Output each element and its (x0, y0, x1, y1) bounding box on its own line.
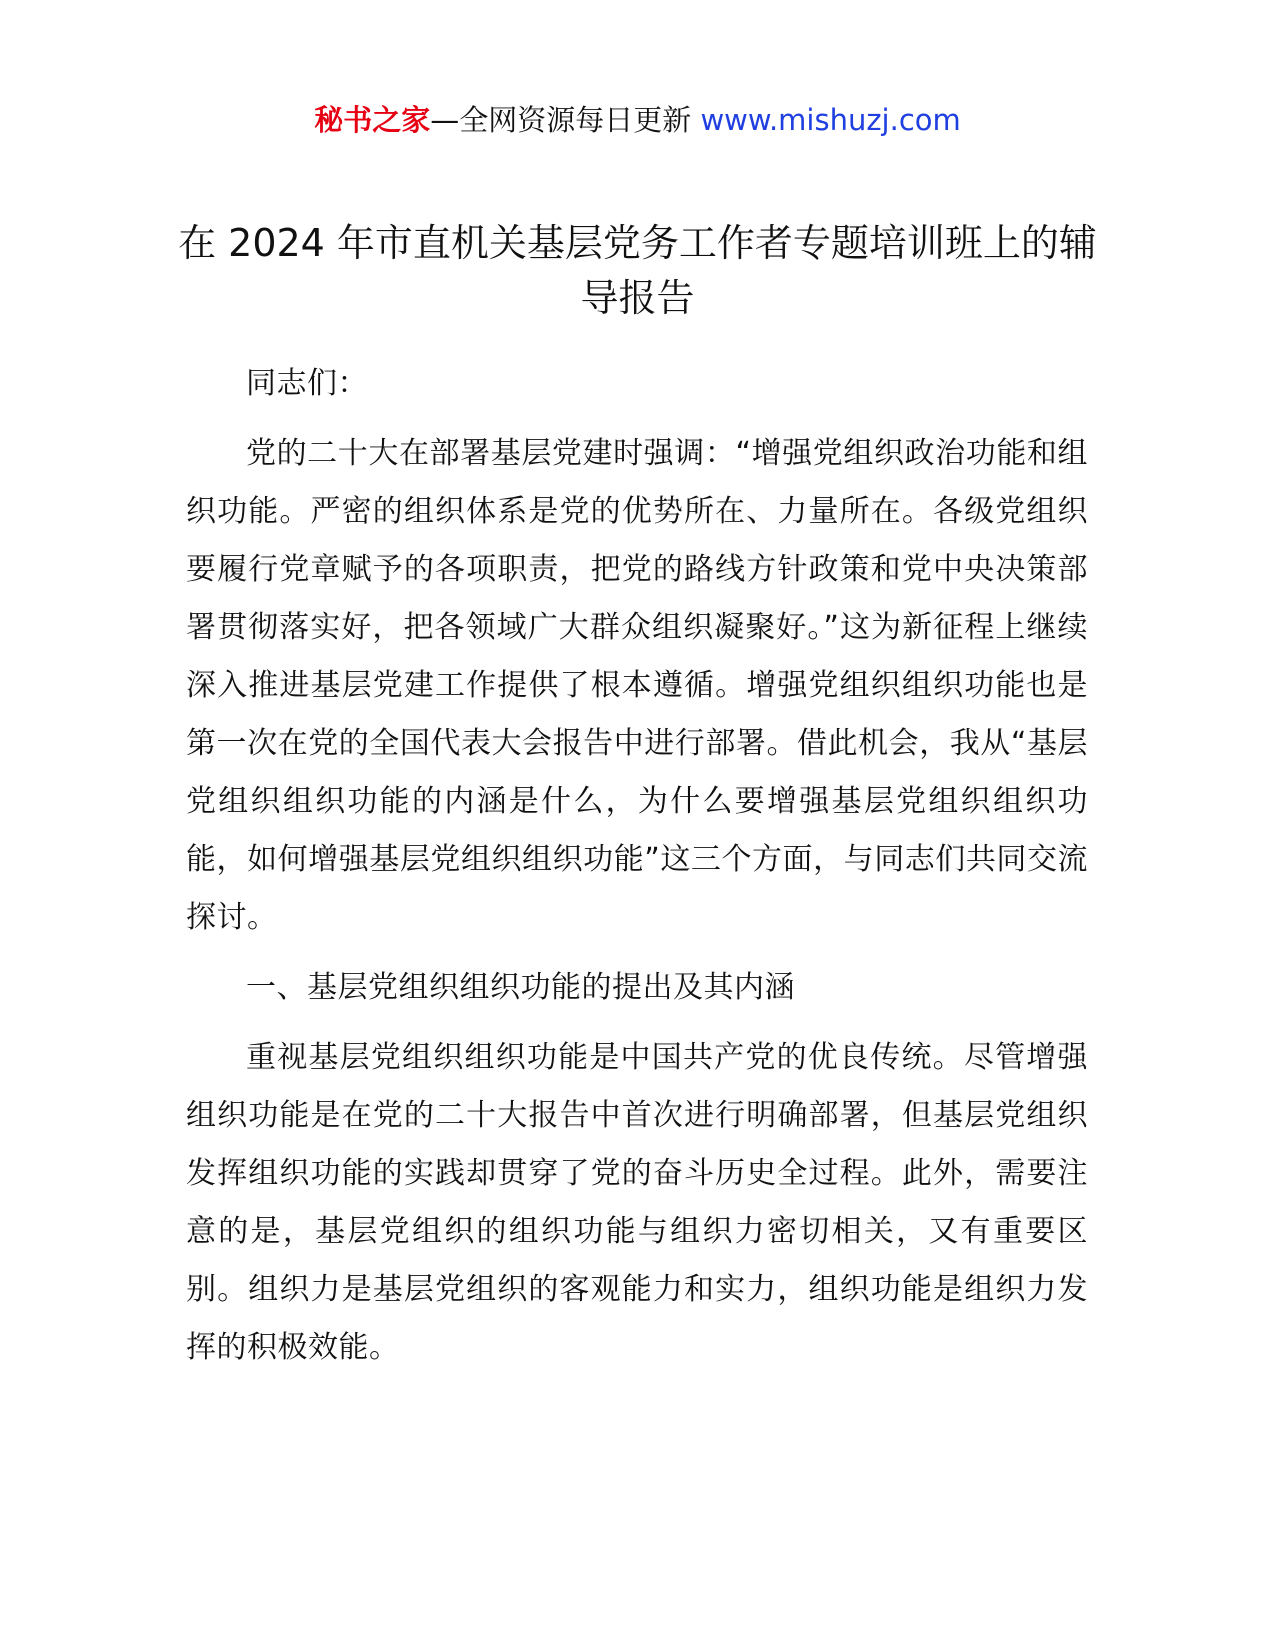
section-heading: 一、基层党组织组织功能的提出及其内涵 (246, 970, 795, 1005)
document-title: 在 2024 年市直机关基层党务工作者专题培训班上的辅导报告 (178, 221, 1097, 320)
page-header (0, 100, 1275, 140)
body-paragraph: 党的二十大在部署基层党建时强调：“增强党组织政治功能和组织功能。严密的组织体系是党的优势所在、力量所在。各级党组织要履行党章赋予的各项职责，把党的路线方针政策和党中央决策部署贯彻落实好，把各领域广大群众组织凝聚好。”这为新征程上继续深入推进基层党建工作提供了根本遵循。增强党组织组织功能也是第一次在党的全国代表大会报告中进行部署。借此机会，我从“基层党组织组织功能的内涵是什么，为什么要增强基层党组织组织功能，如何增强基层党组织组织功能”这三个方面，与同志们共同交流探讨。 (186, 436, 1088, 935)
brand-name: 秘书之家 (314, 103, 431, 137)
header-tagline: —全网资源每日更新 (430, 103, 701, 137)
website-url: www.mishuzj.com (700, 103, 961, 137)
document-body (186, 355, 1088, 1389)
salutation: 同志们： (246, 366, 368, 401)
body-paragraph: 重视基层党组织组织功能是中国共产党的优良传统。尽管增强组织功能是在党的二十大报告中首次进行明确部署，但基层党组织发挥组织功能的实践却贯穿了党的奋斗历史全过程。此外，需要注意的是，基层党组织的组织功能与组织力密切相关，又有重要区别。组织力是基层党组织的客观能力和实力，组织功能是组织力发挥的积极效能。 (186, 1040, 1088, 1365)
